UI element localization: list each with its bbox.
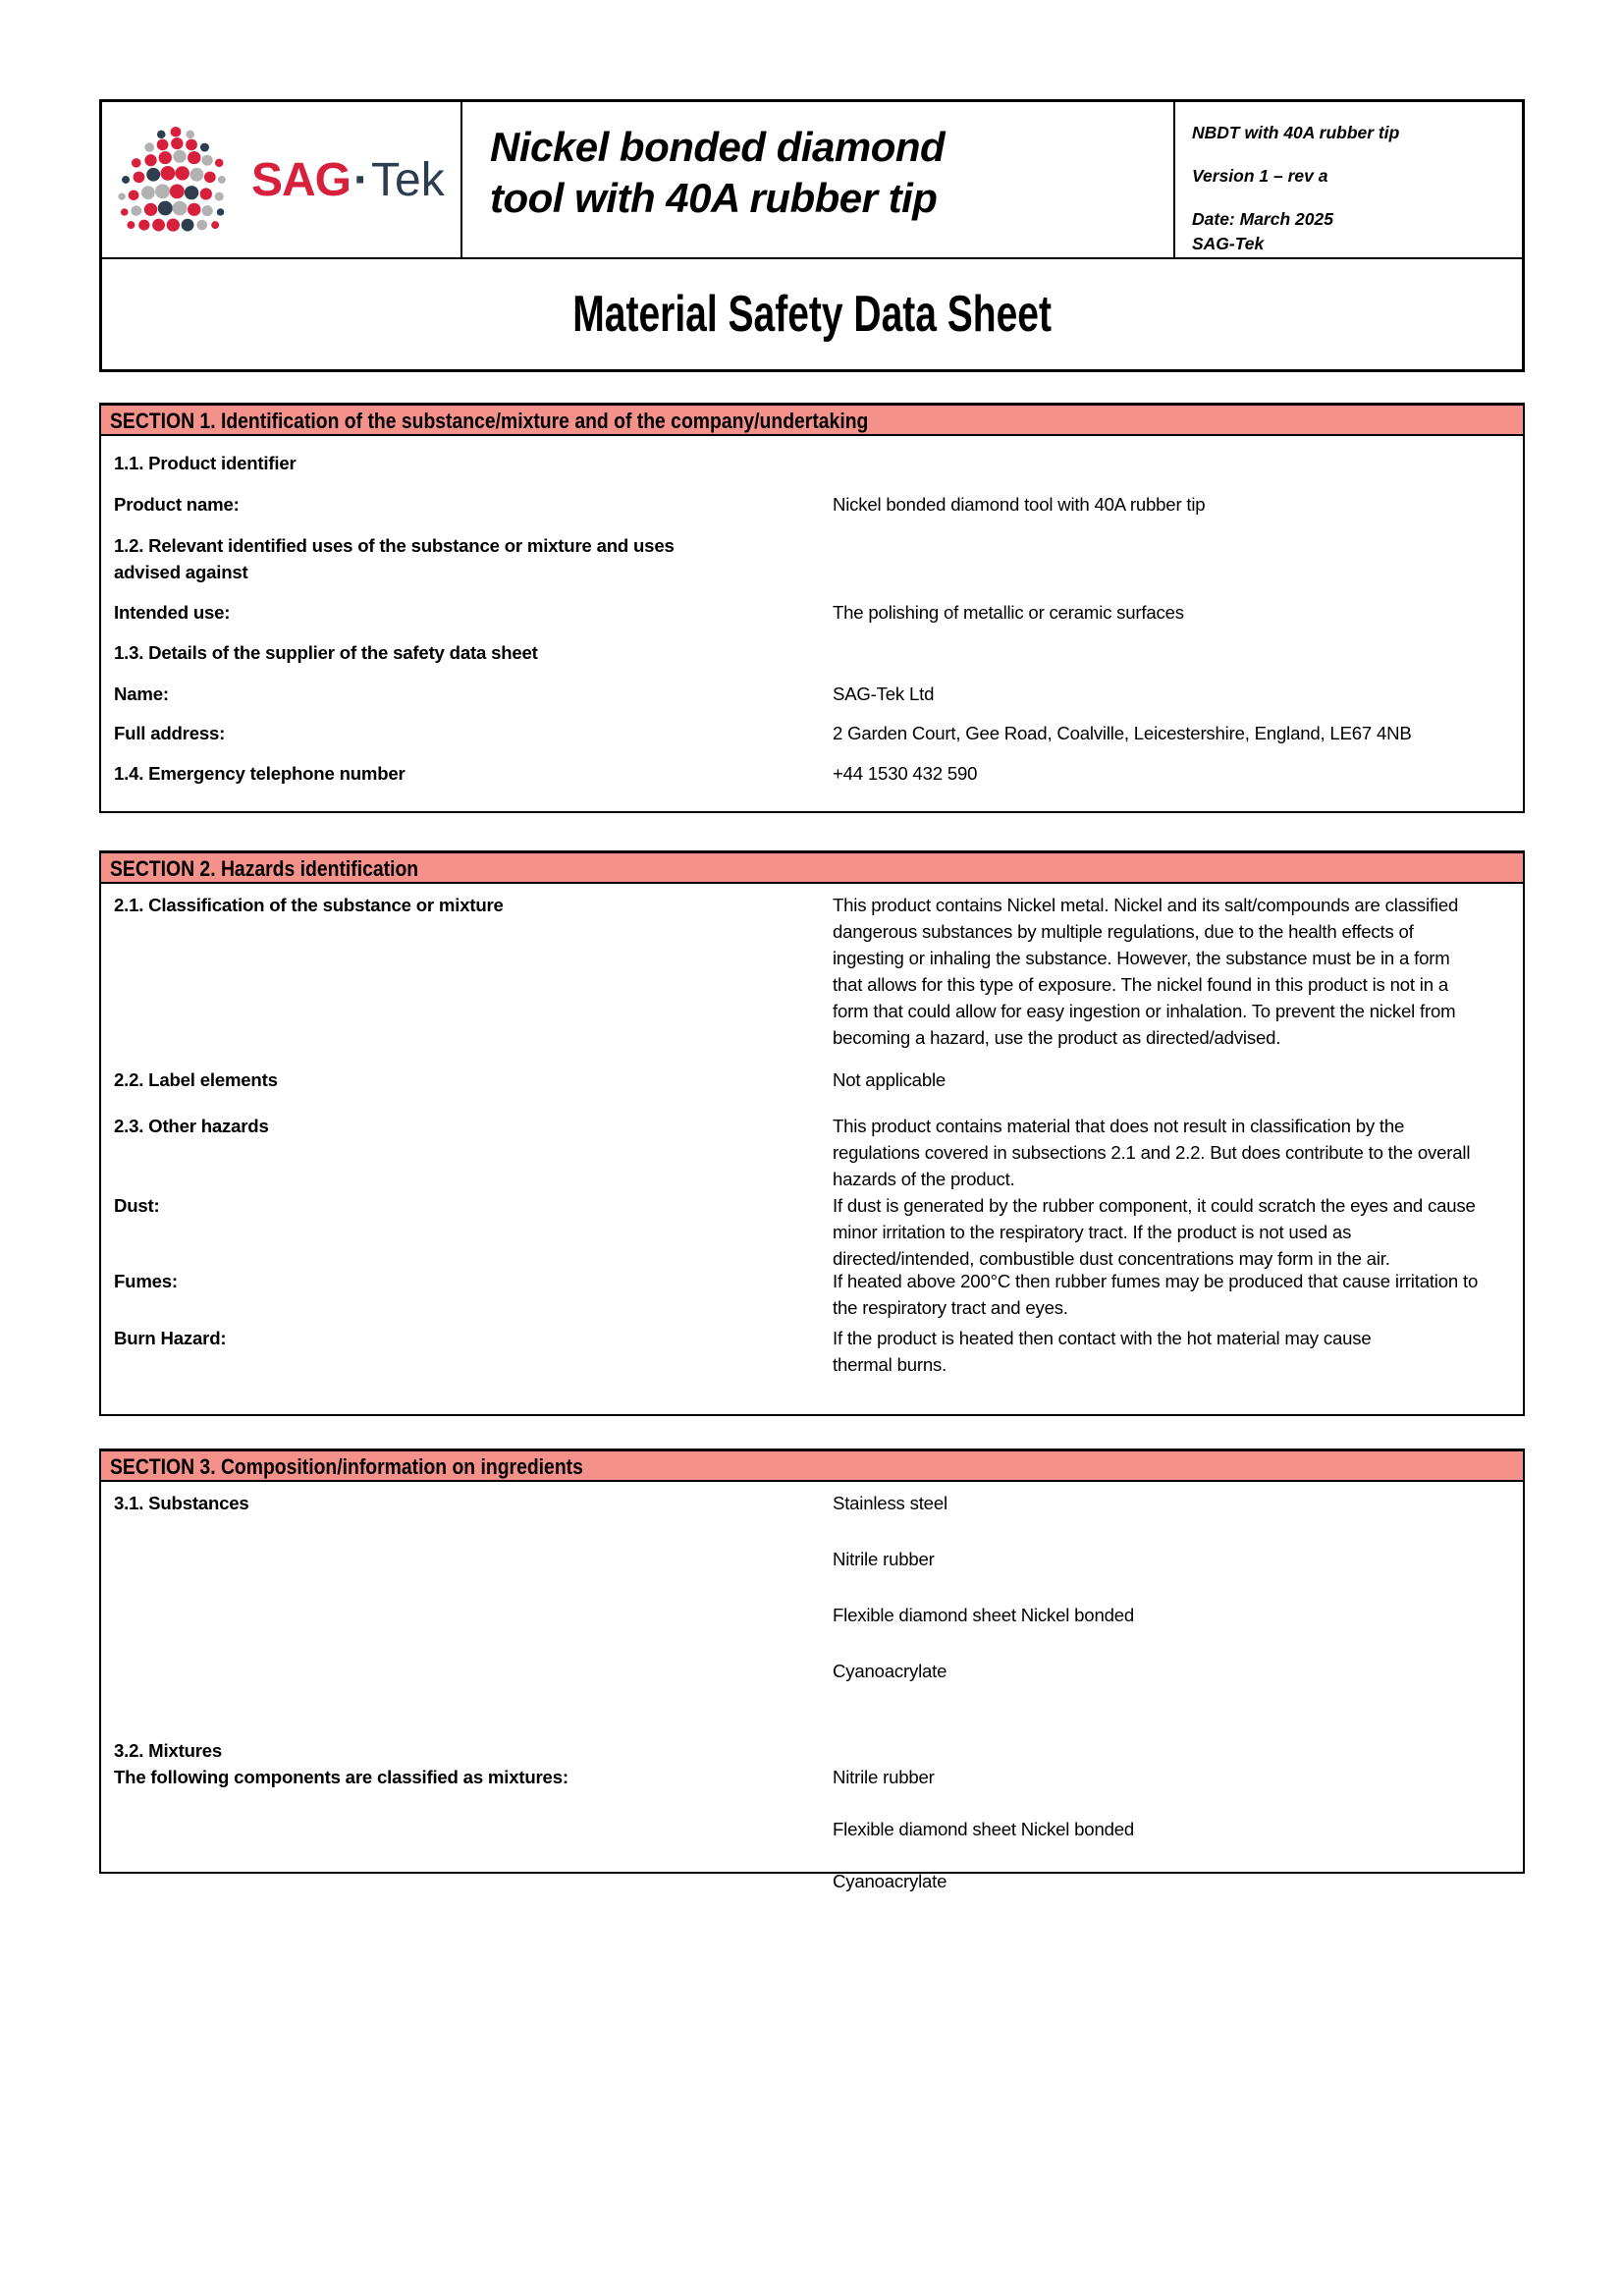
section-2-title: SECTION 2. Hazards identification (110, 856, 419, 881)
row-other-hazards: 2.3. Other hazards This product contains material that does not result in classification by the regulations covered in subsections 2.1 and 2.2. But does contribute to the overall hazards of the product. (114, 1116, 1471, 1189)
row-emergency-telephone: 1.4. Emergency telephone number +44 1530 432 590 (114, 763, 978, 784)
info-product-code: NBDT with 40A rubber tip (1192, 123, 1400, 142)
section-1-title: SECTION 1. Identification of the substance/mixture and of the company/undertaking (110, 409, 869, 433)
section-3 (99, 1449, 1525, 1891)
document-title: Material Safety Data Sheet (572, 286, 1052, 343)
section-1 (99, 403, 1525, 813)
row-intended-use: Intended use: The polishing of metallic or ceramic surfaces (114, 602, 1184, 623)
list-item: Cyanoacrylate (833, 1661, 947, 1681)
section-1-body (101, 436, 1523, 787)
section-3-title: SECTION 3. Composition/information on ingredients (110, 1454, 583, 1479)
mixtures-list (833, 1737, 1481, 1920)
logo-separator-dot: · (353, 153, 368, 206)
burn-hazard-line1: If the product is heated then contact with the hot material may cause (833, 1328, 1372, 1348)
row-identified-uses: 1.2. Relevant identified uses of the substance or mixture and uses advised against (114, 535, 675, 582)
info-company: SAG-Tek (1192, 234, 1265, 253)
company-logo (102, 102, 462, 257)
info-version: Version 1 – rev a (1192, 166, 1328, 186)
burn-hazard-line2-clipped: thermal burns. (833, 1354, 947, 1375)
row-fumes-hazard: Fumes: If heated above 200°C then rubber fumes may be produced that cause irritation to the respiratory tract and eyes. (114, 1271, 1479, 1318)
header-table (99, 99, 1525, 372)
row-burn-hazard: Burn Hazard: If the product is heated then contact with the hot material may cause thermal burns. (101, 1325, 1523, 1378)
row-classification: 2.1. Classification of the substance or mixture This product contains Nickel metal. Nickel and its salt/compounds are classified dangerous substances by multiple regulations, due to the health effects of ingesting or inhaling the substance. However, the substance must be in a form that allows for this type of exposure. The nickel found in this product is not in a form that could allow for easy ingestion or inhalation. To prevent the nickel from becoming a hazard, use the product as directed/advised. (114, 895, 1459, 1048)
header-top-row (102, 102, 1522, 259)
logo-wordmark (251, 153, 445, 207)
list-item: Nitrile rubber (833, 1549, 935, 1569)
mixtures-label: 3.2. Mixtures (114, 1740, 223, 1761)
section-3-header (101, 1451, 1523, 1482)
section-2-body (101, 884, 1523, 1404)
row-substances: 3.1. Substances Stainless steel Nitrile rubber Flexible diamond sheet Nickel bonded Cyanoacrylate (101, 1490, 1523, 1714)
document-title-row (102, 259, 1522, 369)
logo-dome-icon (114, 123, 245, 237)
info-date: Date: March 2025 (1192, 209, 1333, 229)
product-title (462, 102, 1175, 257)
logo-tek-text: Tek (371, 153, 445, 206)
mixtures-sublabel: The following components are classified as mixtures: (114, 1767, 568, 1787)
section-1-header (101, 406, 1523, 436)
row-product-identifier: 1.1. Product identifier (114, 453, 297, 473)
section-2-header (101, 853, 1523, 884)
product-title-line1: Nickel bonded diamond (490, 124, 946, 170)
row-label-elements: 2.2. Label elements Not applicable (114, 1069, 947, 1090)
row-supplier-details: 1.3. Details of the supplier of the safety data sheet (114, 642, 538, 663)
product-title-line2: tool with 40A rubber tip (490, 175, 938, 221)
substances-list (833, 1490, 1481, 1714)
row-dust-hazard: Dust: If dust is generated by the rubber component, it could scratch the eyes and cause minor irritation to the respiratory tract. If the product is not used as directed/intended, combustible dust concentrations may form in the air. (114, 1195, 1476, 1269)
section-3-body (101, 1482, 1523, 1920)
document-info-box (1175, 102, 1518, 257)
list-item: Stainless steel (833, 1493, 947, 1513)
list-item: Nitrile rubber (833, 1767, 935, 1787)
row-mixtures (101, 1737, 1523, 1920)
section-2 (99, 850, 1525, 1416)
logo-sag-text: SAG (251, 153, 352, 206)
row-product-name: Product name: Nickel bonded diamond tool with 40A rubber tip (114, 494, 1206, 515)
list-item: Flexible diamond sheet Nickel bonded (833, 1819, 1135, 1839)
row-supplier-name: Name: SAG-Tek Ltd (114, 683, 935, 704)
list-item: Flexible diamond sheet Nickel bonded (833, 1605, 1135, 1625)
list-item: Cyanoacrylate (833, 1871, 947, 1891)
row-full-address: Full address: 2 Garden Court, Gee Road, Coalville, Leicestershire, England, LE67 4NB (114, 723, 1412, 743)
